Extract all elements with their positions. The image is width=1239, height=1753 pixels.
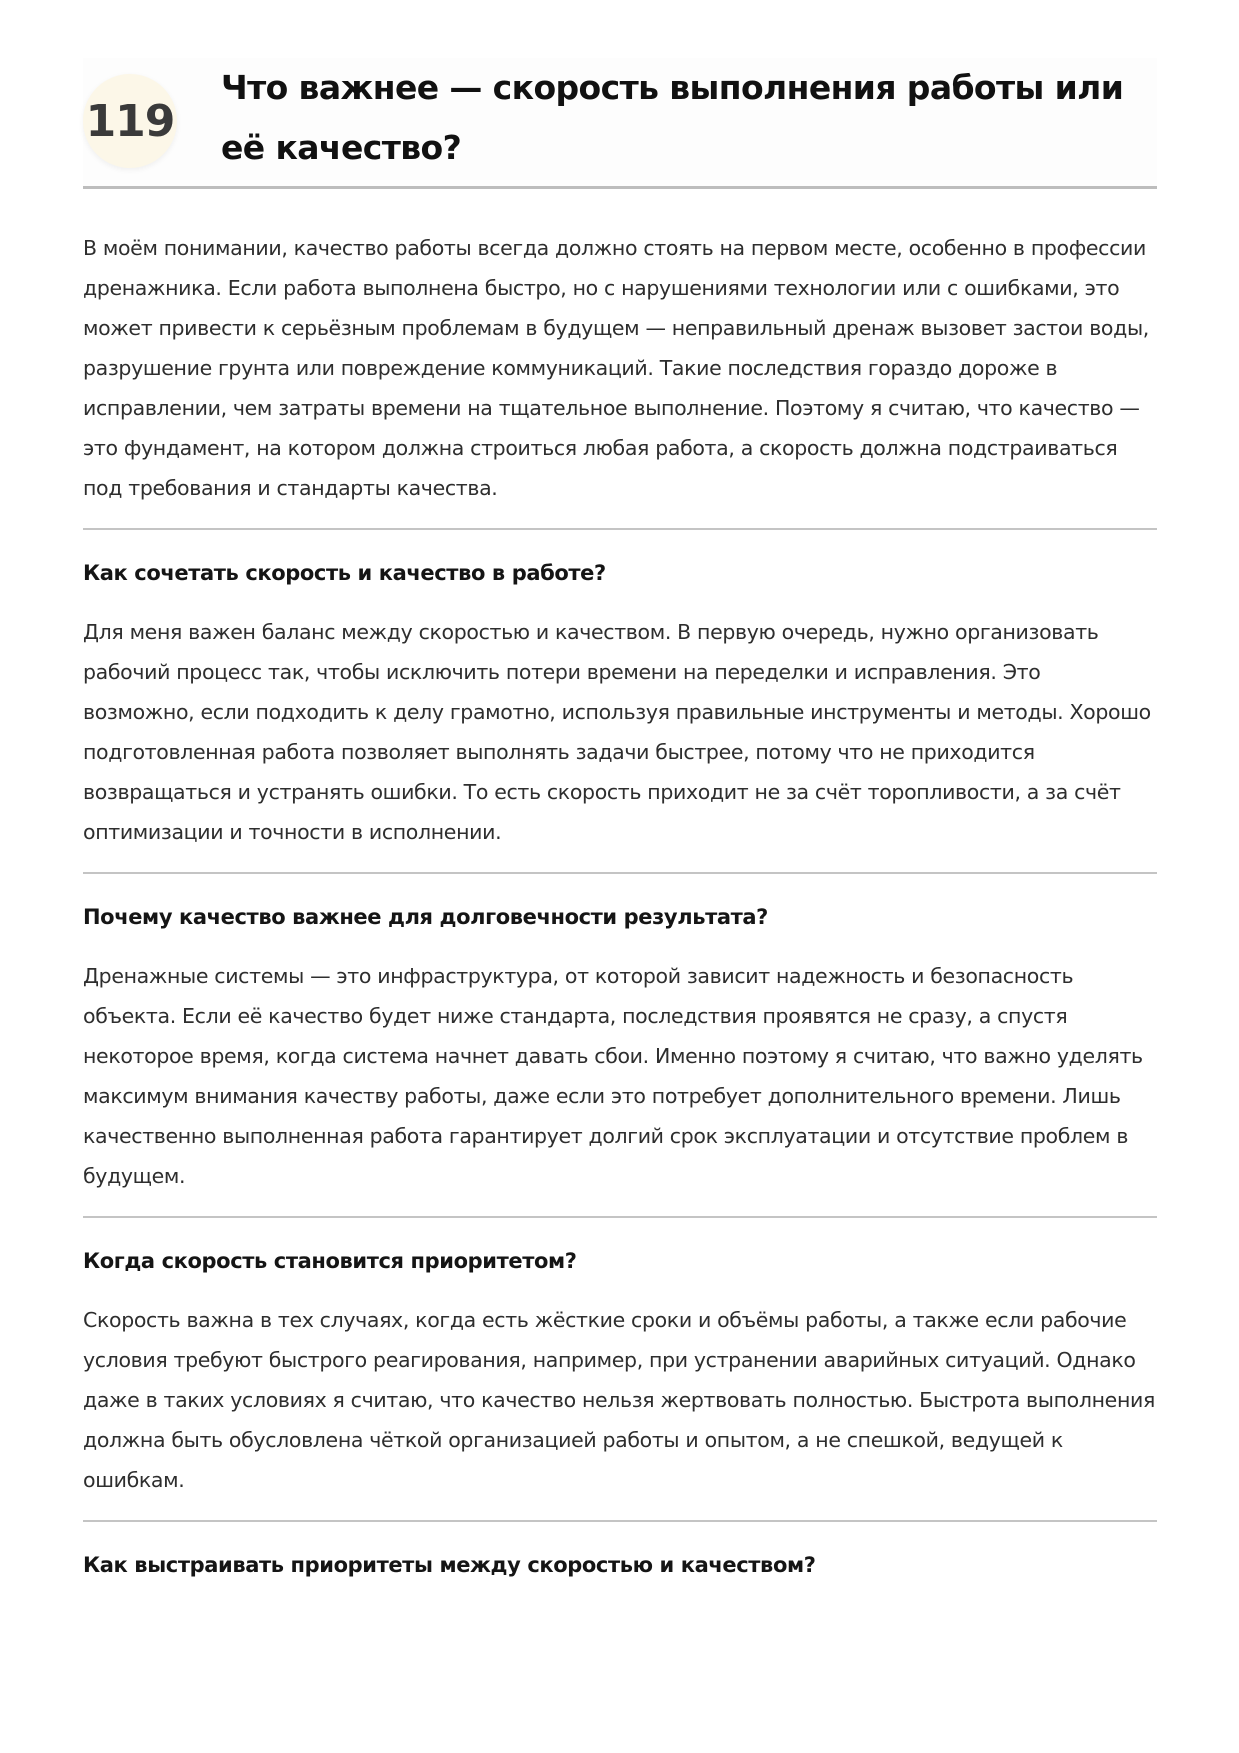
- section-divider: [83, 528, 1157, 530]
- question-number-badge: 119: [83, 74, 177, 168]
- question-title: Что важнее — скорость выполнения работы или её качество?: [221, 68, 1124, 167]
- section-heading: Когда скорость становится приоритетом?: [83, 1249, 577, 1273]
- section-heading: Как сочетать скорость и качество в работе?: [83, 561, 606, 585]
- answer-content: [83, 228, 1157, 1604]
- section: [83, 872, 1157, 1196]
- intro-paragraph: В моём понимании, качество работы всегда должно стоять на первом месте, особенно в профессии дренажника. Если работа выполнена быстро, но с нарушениями технологии или с ошибками, это может привести к серьёзным проблемам в будущем — неправильный дренаж вызовет застои воды, разрушение грунта или повреждение коммуникаций. Такие последствия гораздо дороже в исправлении, чем затраты времени на тщательное выполнение. Поэтому я считаю, что качество — это фундамент, на котором должна строиться любая работа, а скорость должна подстраиваться под требования и стандарты качества.: [83, 236, 1149, 500]
- section-paragraph: Дренажные системы — это инфраструктура, от которой зависит надежность и безопасность объекта. Если её качество будет ниже стандарта, последствия проявятся не сразу, а спустя некоторое время, когда система начнет давать сбои. Именно поэтому я считаю, что важно уделять максимум внимания качеству работы, даже если это потребует дополнительного времени. Лишь качественно выполненная работа гарантирует долгий срок эксплуатации и отсутствие проблем в будущем.: [83, 964, 1143, 1188]
- section-divider: [83, 1216, 1157, 1218]
- section-paragraph: Для меня важен баланс между скоростью и качеством. В первую очередь, нужно организовать рабочий процесс так, чтобы исключить потери времени на переделки и исправления. Это возможно, если подходить к делу грамотно, используя правильные инструменты и методы. Хорошо подготовленная работа позволяет выполнять задачи быстрее, потому что не приходится возвращаться и устранять ошибки. То есть скорость приходит не за счёт торопливости, а за счёт оптимизации и точности в исполнении.: [83, 620, 1151, 844]
- section-divider: [83, 1520, 1157, 1522]
- document-page: [83, 58, 1157, 1577]
- question-header: [83, 58, 1157, 188]
- header-divider: [83, 186, 1157, 189]
- section-divider: [83, 872, 1157, 874]
- section: [83, 1216, 1157, 1500]
- section-heading: Почему качество важнее для долговечности результата?: [83, 905, 768, 929]
- section-heading: Как выстраивать приоритеты между скоростью и качеством?: [83, 1553, 816, 1577]
- section-paragraph: Скорость важна в тех случаях, когда есть жёсткие сроки и объёмы работы, а также если рабочие условия требуют быстрого реагирования, например, при устранении аварийных ситуаций. Однако даже в таких условиях я считаю, что качество нельзя жертвовать полностью. Быстрота выполнения должна быть обусловлена чёткой организацией работы и опытом, а не спешкой, ведущей к ошибкам.: [83, 1308, 1155, 1492]
- section: [83, 1520, 1157, 1580]
- section: [83, 528, 1157, 852]
